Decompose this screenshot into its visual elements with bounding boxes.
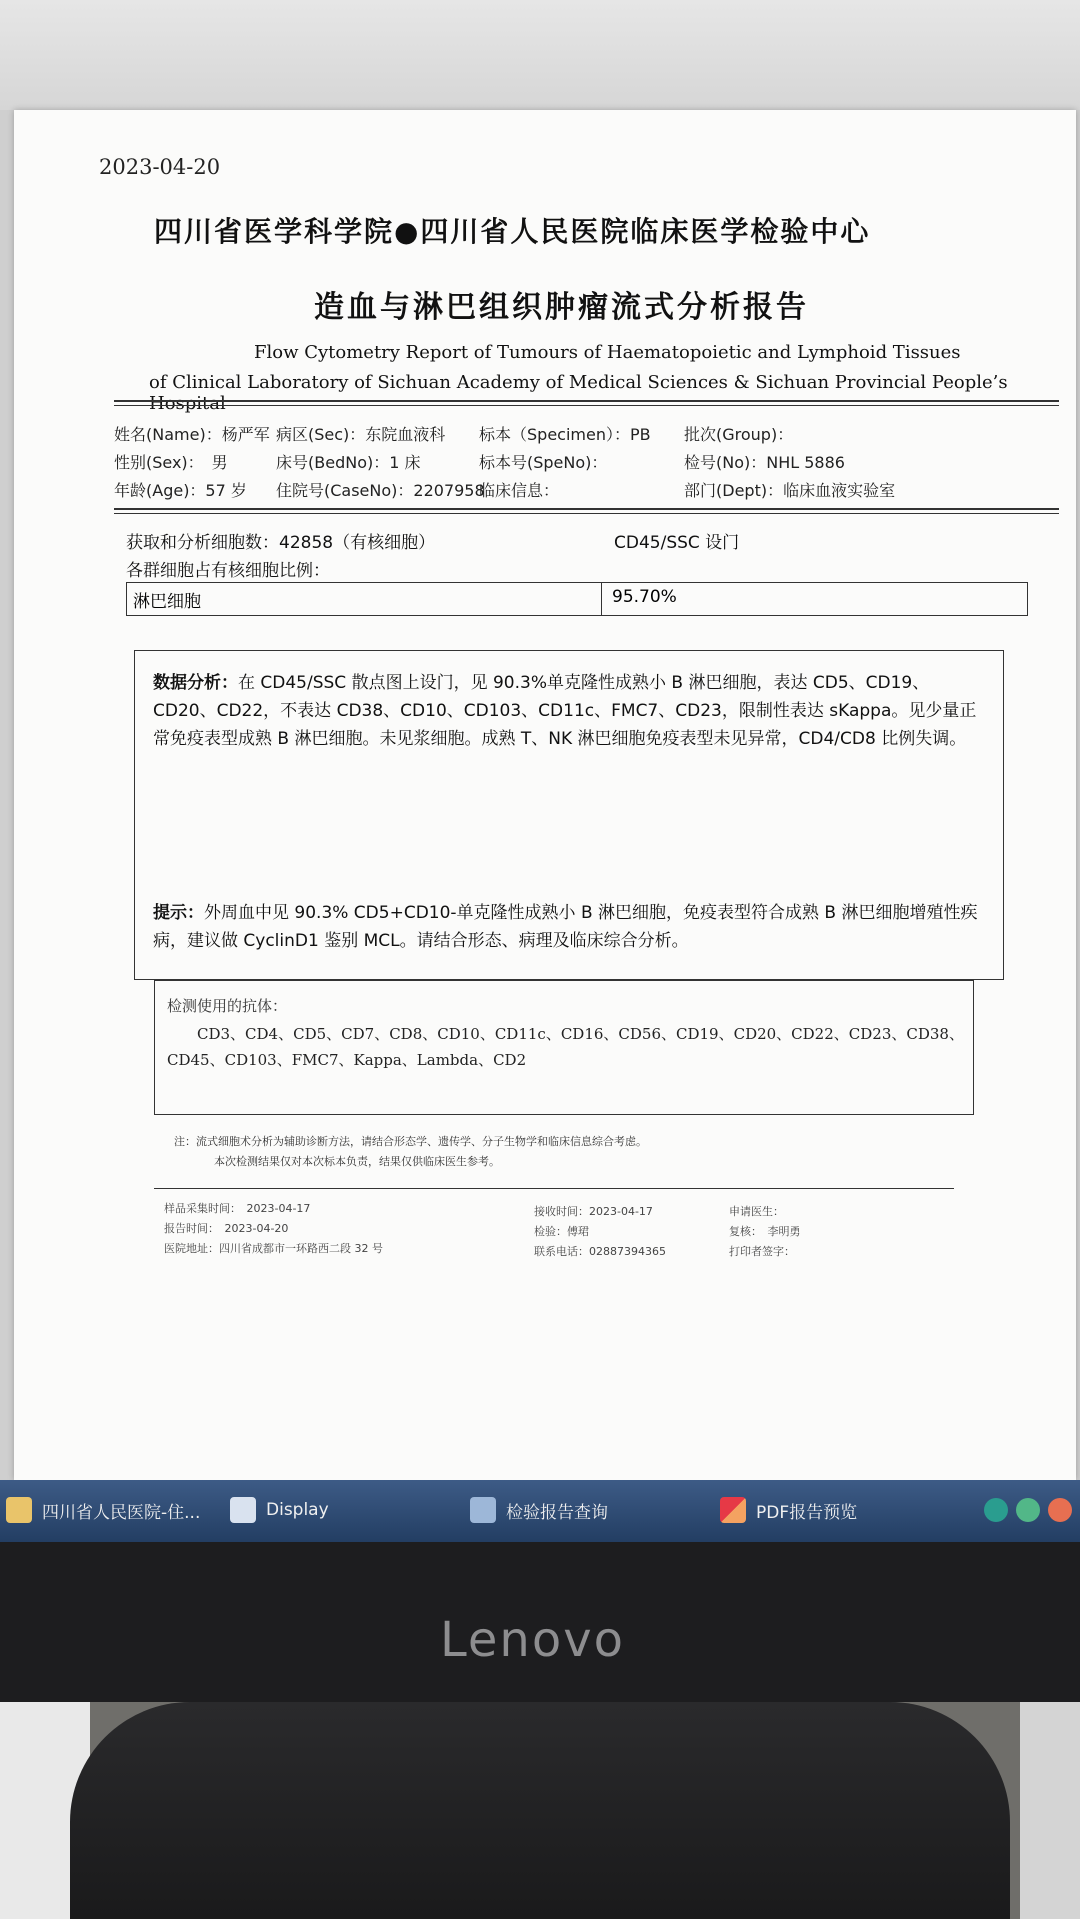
analysis-label: 数据分析：: [153, 673, 238, 693]
tip-paragraph: [153, 899, 983, 955]
case-number: 住院号(CaseNo)：2207958: [276, 481, 485, 500]
taskbar-item-pdf-preview[interactable]: [720, 1488, 857, 1532]
report-date: 2023-04-20: [99, 155, 221, 179]
taskbar-item-display[interactable]: [230, 1488, 329, 1532]
tip-body: 外周血中见 90.3% CD5+CD10-单克隆性成熟小 B 淋巴细胞，免疫表型符合成熟 B 淋巴细胞增殖性疾病，建议做 CyclinD1 鉴别 MCL。请结合形态、病理及临床综合分析。: [153, 903, 978, 951]
footer-divider: [154, 1188, 954, 1189]
pdf-icon: [720, 1497, 746, 1523]
applicant-doctor: 申请医生：: [729, 1205, 784, 1218]
report-query-icon: [470, 1497, 496, 1523]
report-page: [14, 110, 1076, 1480]
test-number: 检号(No)：NHL 5886: [684, 453, 845, 472]
folder-icon: [6, 1497, 32, 1523]
network-icon[interactable]: [984, 1498, 1008, 1522]
taskbar-label: PDF报告预览: [756, 1502, 858, 1523]
report-title-en-line1: Flow Cytometry Report of Tumours of Haematopoietic and Lymphoid Tissues: [254, 342, 961, 363]
taskbar-label: 四川省人民医院-住...: [42, 1502, 201, 1523]
receive-time: 接收时间：2023-04-17: [534, 1205, 653, 1218]
patient-sex: 性别(Sex)： 男: [114, 453, 228, 472]
patient-age: 年龄(Age)：57 岁: [114, 481, 247, 500]
header-divider: [114, 400, 1059, 406]
ratio-label: 各群细胞占有核细胞比例：: [126, 561, 330, 581]
monitor-brand-logo: Lenovo: [440, 1612, 625, 1668]
analysis-body: 在 CD45/SSC 散点图上设门，见 90.3%单克隆性成熟小 B 淋巴细胞，表达 CD5、CD19、CD20、CD22，不表达 CD38、CD10、CD103、CD11c、FMC7、CD23，限制性表达 sKappa。见少量正常免疫表型成熟 B 淋巴细胞。未见浆细胞。成熟 T、NK 淋巴细胞免疫表型未见异常，CD4/CD8 比例失调。: [153, 673, 977, 749]
report-time: 报告时间： 2023-04-20: [164, 1222, 289, 1235]
ratio-cell-name: 淋巴细胞: [127, 583, 602, 615]
collect-time: 样品采集时间： 2023-04-17: [164, 1202, 311, 1215]
ratio-cell-value: 95.70%: [612, 587, 677, 607]
tip-label: 提示：: [153, 903, 204, 923]
patient-info-divider: [114, 508, 1059, 514]
note-line-1: 注：流式细胞术分析为辅助诊断方法，请结合形态学、遗传学、分子生物学和临床信息综合考虑。: [174, 1135, 647, 1148]
antibody-box: [154, 980, 974, 1115]
taskbar-label: 检验报告查询: [506, 1502, 608, 1523]
patient-sec: 病区(Sec)：东院血液科: [276, 425, 446, 444]
desk-right: [1020, 1702, 1080, 1919]
specimen-number: 标本号(SpeNo)：: [479, 453, 608, 472]
contact-phone: 联系电话：02887394365: [534, 1245, 666, 1258]
screen-top-area: [0, 0, 1080, 110]
note-line-2: 本次检测结果仅对本次标本负责，结果仅供临床医生参考。: [214, 1155, 500, 1168]
department: 部门(Dept)：临床血液实验室: [684, 481, 896, 500]
report-note: [174, 1132, 1034, 1172]
antibody-list: CD3、CD4、CD5、CD7、CD8、CD10、CD11c、CD16、CD56、CD19、CD20、CD22、CD23、CD38、CD45、CD103、FMC7、Kappa、Lambda、CD2: [167, 1025, 964, 1069]
report-title-cn: 造血与淋巴组织肿瘤流式分析报告: [314, 290, 809, 325]
taskbar-label: Display: [266, 1500, 329, 1520]
taskbar: [0, 1480, 1080, 1542]
reviewer: 复核： 李明勇: [729, 1225, 801, 1238]
analysis-box: [134, 650, 1004, 980]
patient-name: 姓名(Name)：杨严军: [114, 425, 270, 444]
analysis-paragraph: [153, 669, 983, 753]
tester: 检验：傅珺: [534, 1225, 589, 1238]
taskbar-item-hospital[interactable]: [6, 1488, 200, 1532]
system-tray: [984, 1498, 1072, 1522]
gating: CD45/SSC 设门: [614, 533, 740, 553]
group: 批次(Group)：: [684, 425, 794, 444]
clinical-info: 临床信息：: [479, 481, 560, 500]
cells-count: 获取和分析细胞数：42858（有核细胞）: [126, 533, 436, 553]
hospital-address: 医院地址：四川省成都市一环路西二段 32 号: [164, 1242, 383, 1255]
monitor-stand: [70, 1702, 1010, 1919]
printer-signature: 打印者签字：: [729, 1245, 795, 1258]
report-title-en-line2: of Clinical Laboratory of Sichuan Academy of Medical Sciences & Sichuan Provincial People’s Hospital: [149, 372, 1008, 414]
report-title-institution: 四川省医学科学院●四川省人民医院临床医学检验中心: [154, 215, 871, 248]
display-icon: [230, 1497, 256, 1523]
app-tray-icon[interactable]: [1048, 1498, 1072, 1522]
bed-number: 床号(BedNo)：1 床: [276, 453, 421, 472]
antibody-label: 检测使用的抗体：: [167, 997, 288, 1015]
taskbar-item-report-query[interactable]: [470, 1488, 608, 1532]
ratio-table: [126, 582, 1028, 616]
chat-icon[interactable]: [1016, 1498, 1040, 1522]
specimen: 标本（Specimen）：PB: [479, 425, 651, 444]
